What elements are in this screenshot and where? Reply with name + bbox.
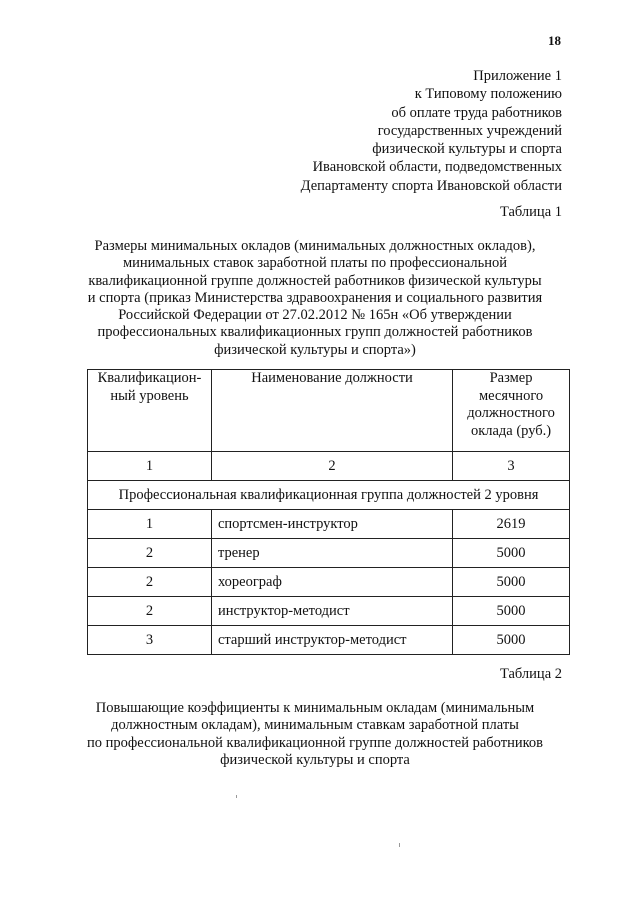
table-row	[88, 510, 570, 539]
column-number-row	[88, 452, 570, 481]
appendix-line: об оплате труда работников	[391, 104, 562, 121]
appendix-line: к Типовому положению	[414, 86, 562, 103]
scan-speck	[236, 795, 237, 798]
title-line: физической культуры и спорта	[220, 751, 410, 768]
header-row	[88, 370, 570, 452]
header-position: Наименование должности	[211, 370, 452, 452]
row-salary: 5000	[453, 597, 570, 626]
row-position: хореограф	[211, 568, 452, 597]
header-level: Квалификацион- ный уровень	[88, 370, 212, 452]
title-line: минимальных ставок заработной платы по профессиональной	[122, 255, 508, 272]
table-row	[88, 626, 570, 655]
table-row	[88, 539, 570, 568]
appendix-line: Ивановской области, подведомственных	[312, 159, 562, 176]
table2-label: Таблица 2	[499, 666, 562, 682]
scan-speck	[399, 843, 400, 847]
title-line: и спорта (приказ Министерства здравоохранения и социального развития	[87, 289, 543, 306]
group-row	[88, 481, 570, 510]
row-position: тренер	[211, 539, 452, 568]
row-level: 3	[88, 626, 212, 655]
row-position: инструктор-методист	[211, 597, 452, 626]
row-salary: 5000	[453, 626, 570, 655]
appendix-line: Департаменту спорта Ивановской области	[300, 177, 562, 194]
salary-table	[87, 369, 570, 655]
appendix-line: государственных учреждений	[377, 122, 562, 139]
row-salary: 5000	[453, 539, 570, 568]
header-salary: Размер месячного должностного оклада (руб.)	[453, 370, 570, 452]
table1-label: Таблица 1	[499, 204, 562, 220]
page-number: 18	[548, 33, 561, 48]
title-line: Размеры минимальных окладов (минимальных должностных окладов),	[94, 238, 536, 254]
title-line: Повышающие коэффициенты к минимальным окладам (минимальным	[95, 700, 535, 716]
table-row	[88, 568, 570, 597]
group-title: Профессиональная квалификационная группа должностей 2 уровня	[88, 481, 570, 510]
row-level: 2	[88, 539, 212, 568]
title-line: квалификационной группе должностей работников физической культуры	[88, 272, 542, 289]
appendix-header	[202, 67, 562, 195]
column-number: 2	[211, 452, 452, 481]
title-line: по профессиональной квалификационной группе должностей работников	[86, 734, 543, 751]
title-line: физической культуры и спорта»)	[214, 341, 416, 358]
appendix-line: Приложение 1	[473, 68, 562, 84]
row-position: спортсмен-инструктор	[211, 510, 452, 539]
title-line: должностным окладам), минимальным ставкам заработной платы	[111, 717, 519, 734]
table-row	[88, 597, 570, 626]
row-level: 2	[88, 568, 212, 597]
title-line: профессиональных квалификационных групп должностей работников	[97, 324, 533, 341]
title-line: Российской Федерации от 27.02.2012 № 165н «Об утверждении	[118, 307, 512, 324]
row-salary: 5000	[453, 568, 570, 597]
row-position: старший инструктор-методист	[211, 626, 452, 655]
column-number: 1	[88, 452, 212, 481]
table2-title	[80, 700, 550, 769]
row-level: 2	[88, 597, 212, 626]
row-level: 1	[88, 510, 212, 539]
column-number: 3	[453, 452, 570, 481]
row-salary: 2619	[453, 510, 570, 539]
table1-title	[80, 238, 550, 359]
appendix-line: физической культуры и спорта	[372, 141, 562, 158]
